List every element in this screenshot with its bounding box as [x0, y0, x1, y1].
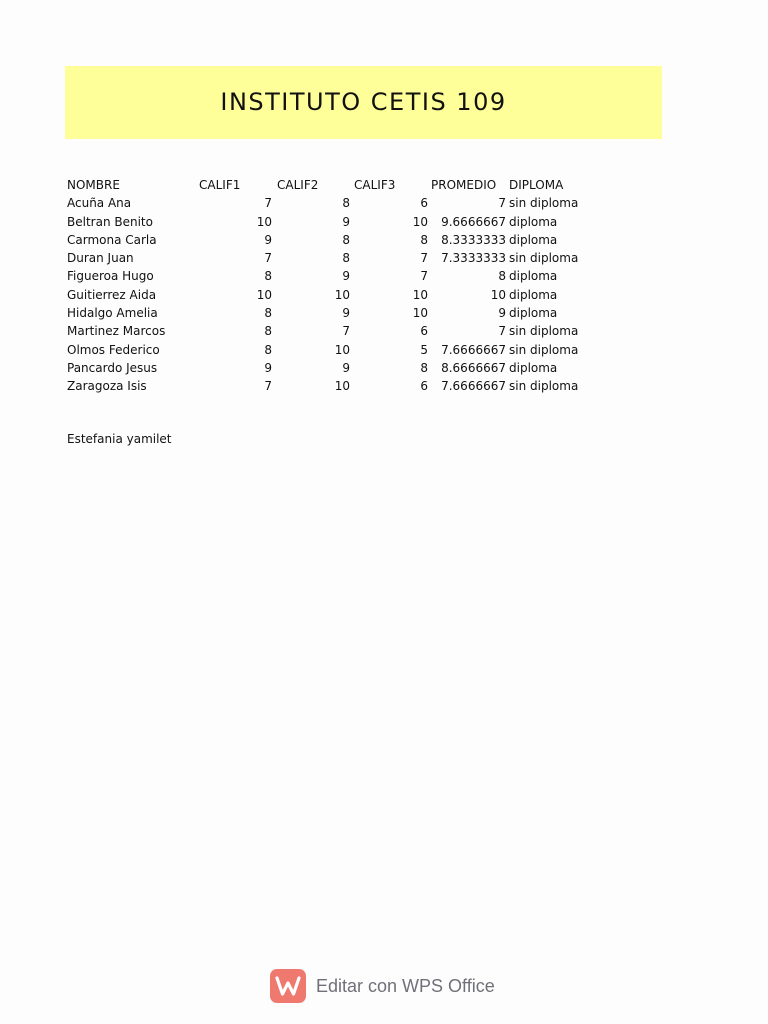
table-body: [66, 194, 586, 395]
cell-calif3: 8: [420, 360, 428, 375]
cell-diploma: diploma: [509, 360, 558, 375]
header-nombre: NOMBRE: [67, 178, 120, 192]
header-calif1: CALIF1: [199, 178, 241, 192]
cell-promedio: 8: [498, 269, 506, 284]
table-row: [66, 194, 586, 212]
cell-calif2: 8: [342, 251, 350, 266]
header-promedio: PROMEDIO: [431, 178, 497, 192]
table-row: [66, 213, 586, 231]
cell-nombre: Olmos Federico: [67, 342, 160, 357]
cell-promedio: 7: [498, 196, 506, 211]
table-row: [66, 231, 586, 249]
cell-calif2: 9: [342, 269, 350, 284]
cell-calif1: 8: [264, 269, 272, 284]
cell-calif2: 9: [342, 214, 350, 229]
cell-calif2: 10: [334, 379, 350, 394]
cell-diploma: sin diploma: [509, 342, 579, 357]
cell-calif3: 10: [412, 306, 428, 321]
cell-calif3: 6: [420, 324, 428, 339]
wps-logo-icon: [270, 969, 306, 1003]
cell-diploma: diploma: [509, 214, 558, 229]
table-row: [66, 377, 586, 395]
cell-calif2: 9: [342, 360, 350, 375]
cell-diploma: sin diploma: [509, 379, 579, 394]
cell-calif2: 10: [334, 287, 350, 302]
header-calif3: CALIF3: [354, 178, 396, 192]
cell-calif1: 7: [264, 379, 272, 394]
page-title: INSTITUTO CETIS 109: [220, 88, 507, 116]
table-row: [66, 304, 586, 322]
cell-nombre: Figueroa Hugo: [67, 269, 154, 284]
cell-promedio: 8.3333333: [441, 232, 506, 247]
cell-promedio: 7.6666667: [441, 342, 506, 357]
cell-calif2: 10: [334, 342, 350, 357]
cell-calif1: 10: [256, 287, 272, 302]
cell-nombre: Pancardo Jesus: [67, 360, 158, 375]
cell-calif1: 8: [264, 324, 272, 339]
cell-promedio: 7.6666667: [441, 379, 506, 394]
cell-calif1: 7: [264, 196, 272, 211]
cell-nombre: Duran Juan: [67, 251, 134, 266]
cell-promedio: 7: [498, 324, 506, 339]
cell-nombre: Carmona Carla: [67, 232, 157, 247]
cell-calif2: 9: [342, 306, 350, 321]
title-banner: [65, 66, 662, 139]
cell-calif2: 8: [342, 232, 350, 247]
cell-nombre: Beltran Benito: [67, 214, 153, 229]
cell-calif3: 6: [420, 196, 428, 211]
table-row: [66, 267, 586, 285]
header-calif2: CALIF2: [277, 178, 319, 192]
edit-with-wps-button[interactable]: [270, 968, 495, 1004]
cell-diploma: sin diploma: [509, 251, 579, 266]
cell-calif3: 8: [420, 232, 428, 247]
cell-diploma: sin diploma: [509, 324, 579, 339]
cell-calif2: 7: [342, 324, 350, 339]
cell-promedio: 9: [498, 306, 506, 321]
cell-diploma: diploma: [509, 287, 558, 302]
table-row: [66, 286, 586, 304]
cell-calif3: 6: [420, 379, 428, 394]
cell-promedio: 10: [490, 287, 506, 302]
header-diploma: DIPLOMA: [509, 178, 564, 192]
cell-diploma: sin diploma: [509, 196, 579, 211]
cell-calif1: 7: [264, 251, 272, 266]
cell-calif3: 10: [412, 287, 428, 302]
cell-calif1: 8: [264, 342, 272, 357]
cell-calif1: 9: [264, 232, 272, 247]
cell-calif3: 7: [420, 251, 428, 266]
cell-calif3: 5: [420, 342, 428, 357]
table-row: [66, 359, 586, 377]
cell-calif2: 8: [342, 196, 350, 211]
cell-promedio: 8.6666667: [441, 360, 506, 375]
cell-calif3: 7: [420, 269, 428, 284]
cell-diploma: diploma: [509, 232, 558, 247]
edit-with-wps-label: Editar con WPS Office: [316, 975, 495, 996]
cell-diploma: diploma: [509, 306, 558, 321]
table-header-row: [66, 176, 586, 194]
cell-nombre: Martinez Marcos: [67, 324, 166, 339]
cell-promedio: 9.6666667: [441, 214, 506, 229]
cell-calif1: 10: [256, 214, 272, 229]
cell-nombre: Zaragoza Isis: [67, 379, 147, 394]
table-row: [66, 341, 586, 359]
cell-calif3: 10: [412, 214, 428, 229]
cell-nombre: Guitierrez Aida: [67, 287, 157, 302]
table-row: [66, 249, 586, 267]
cell-calif1: 8: [264, 306, 272, 321]
cell-nombre: Acuña Ana: [67, 196, 132, 211]
grades-table: [66, 176, 586, 396]
cell-diploma: diploma: [509, 269, 558, 284]
cell-promedio: 7.3333333: [441, 251, 506, 266]
cell-calif1: 9: [264, 360, 272, 375]
cell-nombre: Hidalgo Amelia: [67, 306, 158, 321]
author-name: Estefania yamilet: [67, 432, 172, 446]
table-row: [66, 322, 586, 340]
